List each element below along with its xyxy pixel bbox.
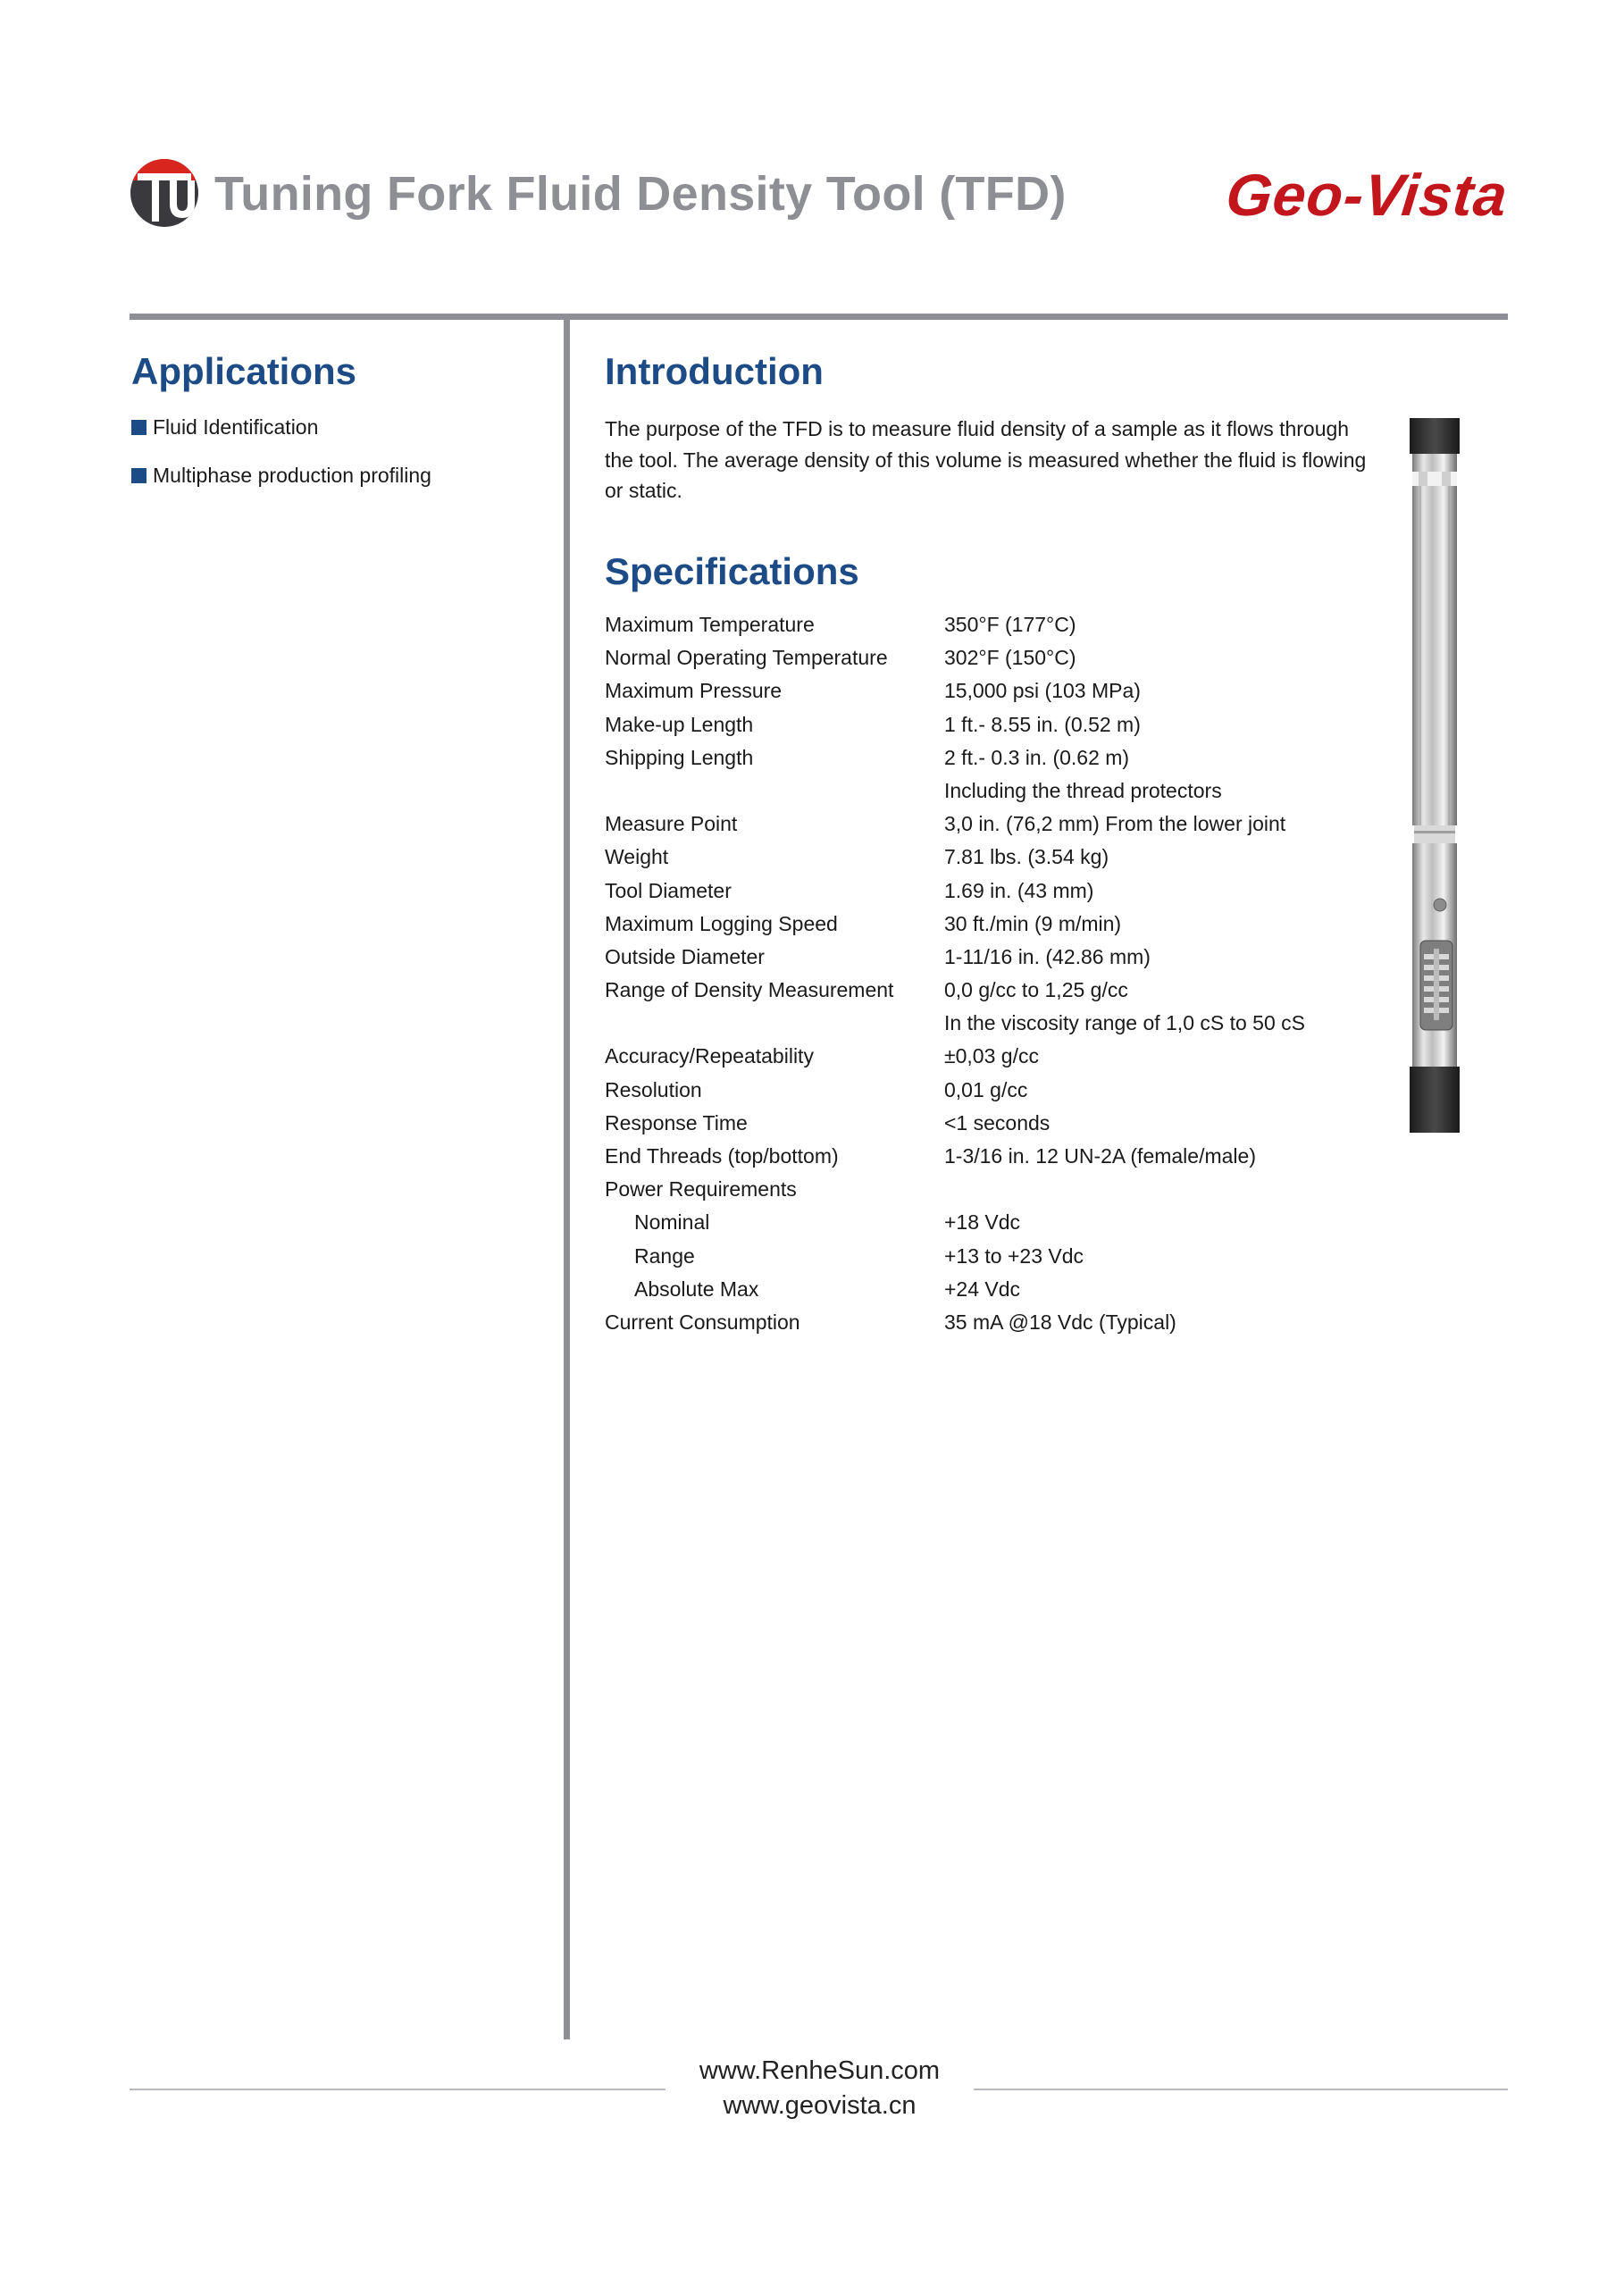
- spec-value: 2 ft.- 0.3 in. (0.62 m): [944, 745, 1130, 769]
- spec-value: 15,000 psi (103 MPa): [944, 679, 1141, 703]
- spec-label: Current Consumption: [605, 1310, 800, 1334]
- header-divider: [130, 314, 1508, 320]
- spec-value: 7.81 lbs. (3.54 kg): [944, 845, 1109, 869]
- spec-label: Nominal: [634, 1210, 710, 1235]
- spec-label: Absolute Max: [634, 1277, 759, 1301]
- applications-heading: Applications: [131, 350, 357, 392]
- spec-value: 30 ft./min (9 m/min): [944, 911, 1122, 935]
- square-bullet-icon: [131, 468, 146, 483]
- introduction-text: The purpose of the TFD is to measure fluid density of a sample as it flows through the tool. The average density of this volume is measured whether the fluid is flowing or static.: [605, 417, 1367, 502]
- page-title: Tuning Fork Fluid Density Tool (TFD): [214, 167, 1067, 221]
- spec-value: 1-3/16 in. 12 UN-2A (female/male): [944, 1144, 1256, 1168]
- square-bullet-icon: [131, 420, 146, 435]
- spec-value: +24 Vdc: [944, 1277, 1021, 1301]
- spec-label: Range: [634, 1243, 695, 1268]
- spec-value: 3,0 in. (76,2 mm) From the lower joint: [944, 812, 1286, 836]
- spec-value: 0,0 g/cc to 1,25 g/cc: [944, 978, 1128, 1002]
- spec-label: Normal Operating Temperature: [605, 646, 888, 670]
- spec-value: 350°F (177°C): [944, 613, 1076, 636]
- downhole-tool-icon: [1410, 418, 1460, 1133]
- spec-label: Weight: [605, 845, 669, 869]
- spec-label: Make-up Length: [605, 712, 754, 736]
- spec-label: Maximum Temperature: [605, 613, 815, 636]
- spec-label: Accuracy/Repeatability: [605, 1044, 814, 1068]
- introduction-heading: Introduction: [605, 350, 824, 392]
- applications-list: [131, 414, 431, 511]
- spec-label: Range of Density Measurement: [605, 978, 894, 1002]
- spec-label: Outside Diameter: [605, 944, 765, 968]
- footer-url-renhesun[interactable]: www.RenheSun.com: [699, 2056, 941, 2085]
- list-item: [131, 414, 431, 463]
- list-item: [131, 463, 431, 511]
- spec-label: Shipping Length: [605, 745, 754, 769]
- spec-value: +18 Vdc: [944, 1210, 1021, 1235]
- spec-label: Response Time: [605, 1110, 748, 1134]
- footer-url-geovista[interactable]: www.geovista.cn: [723, 2091, 917, 2120]
- spec-label: Maximum Logging Speed: [605, 911, 838, 935]
- footer-divider-right: [974, 2089, 1508, 2090]
- spec-value: 302°F (150°C): [944, 646, 1076, 670]
- spec-value: ±0,03 g/cc: [944, 1044, 1039, 1068]
- specifications-heading: Specifications: [605, 550, 859, 592]
- spec-value: 1.69 in. (43 mm): [944, 878, 1094, 902]
- spec-label: Measure Point: [605, 812, 738, 836]
- spec-value: 1 ft.- 8.55 in. (0.52 m): [944, 712, 1141, 736]
- application-label: Fluid Identification: [153, 415, 319, 439]
- spec-value: +13 to +23 Vdc: [944, 1243, 1084, 1268]
- spec-label: End Threads (top/bottom): [605, 1144, 839, 1168]
- spec-label: Maximum Pressure: [605, 679, 783, 703]
- application-label: Multiphase production profiling: [153, 464, 431, 487]
- spec-value: In the viscosity range of 1,0 cS to 50 cS: [944, 1011, 1305, 1035]
- spec-label: Resolution: [605, 1077, 702, 1101]
- spec-label: Tool Diameter: [605, 878, 732, 902]
- spec-value: 35 mA @18 Vdc (Typical): [944, 1310, 1176, 1334]
- tu-logo-icon: [129, 157, 200, 229]
- spec-value: 0,01 g/cc: [944, 1077, 1028, 1101]
- spec-value: <1 seconds: [944, 1110, 1051, 1134]
- column-divider: [564, 314, 570, 2039]
- spec-value: Including the thread protectors: [944, 778, 1222, 802]
- brand-logo-text: Geo-Vista: [1223, 162, 1511, 228]
- footer-divider-left: [130, 2089, 666, 2090]
- spec-label: Power Requirements: [605, 1177, 797, 1201]
- spec-value: 1-11/16 in. (42.86 mm): [944, 944, 1151, 968]
